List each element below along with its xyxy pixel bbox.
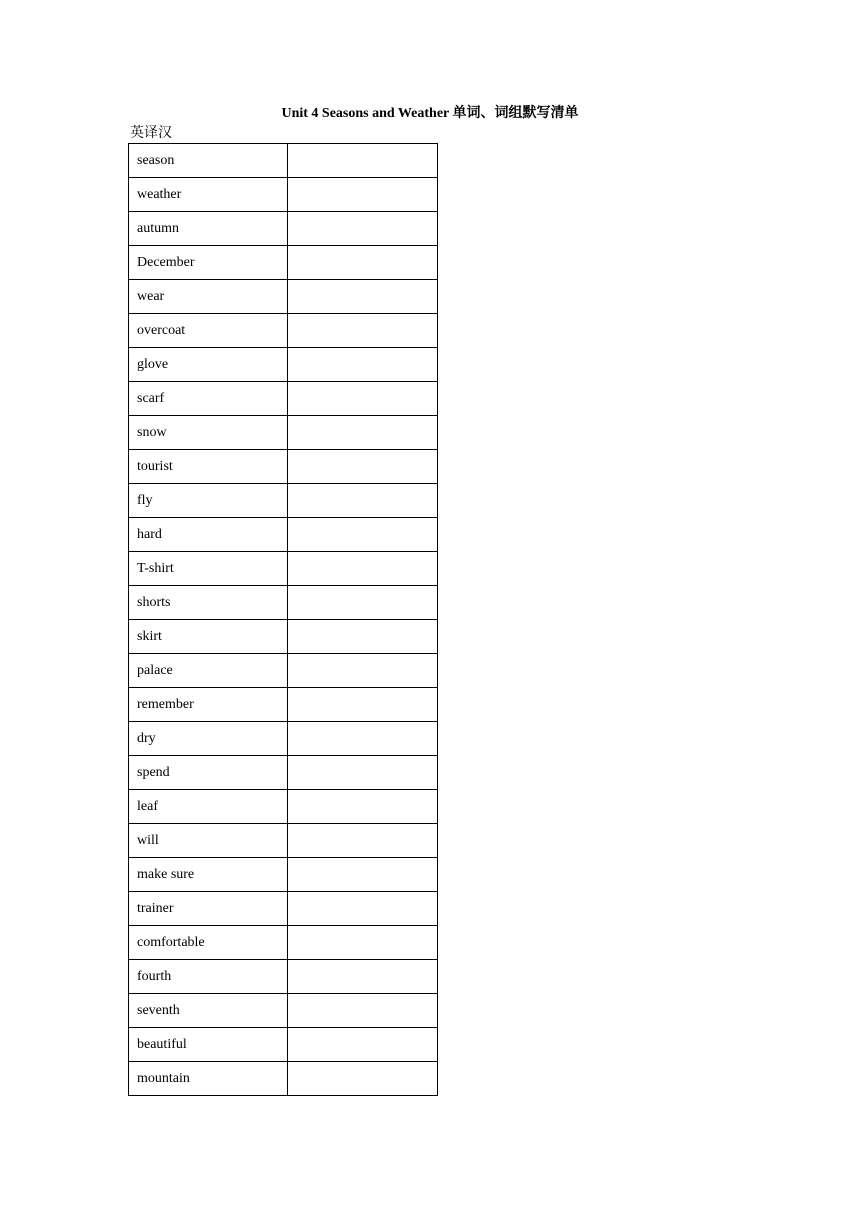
english-word-cell: trainer xyxy=(129,892,288,926)
table-row xyxy=(129,450,438,484)
chinese-answer-cell[interactable] xyxy=(287,382,437,416)
chinese-answer-cell[interactable] xyxy=(287,178,437,212)
chinese-answer-cell[interactable] xyxy=(287,994,437,1028)
table-row xyxy=(129,790,438,824)
table-row xyxy=(129,858,438,892)
english-word-cell: skirt xyxy=(129,620,288,654)
table-row xyxy=(129,280,438,314)
chinese-answer-cell[interactable] xyxy=(287,688,437,722)
table-row xyxy=(129,552,438,586)
table-row xyxy=(129,586,438,620)
english-word-cell: mountain xyxy=(129,1062,288,1096)
table-row xyxy=(129,518,438,552)
english-word-cell: fourth xyxy=(129,960,288,994)
english-word-cell: palace xyxy=(129,654,288,688)
chinese-answer-cell[interactable] xyxy=(287,722,437,756)
table-row xyxy=(129,484,438,518)
english-word-cell: dry xyxy=(129,722,288,756)
chinese-answer-cell[interactable] xyxy=(287,620,437,654)
table-row xyxy=(129,994,438,1028)
table-row xyxy=(129,756,438,790)
table-row xyxy=(129,926,438,960)
english-word-cell: tourist xyxy=(129,450,288,484)
english-word-cell: overcoat xyxy=(129,314,288,348)
page-title: Unit 4 Seasons and Weather 单词、词组默写清单 xyxy=(281,106,579,121)
chinese-answer-cell[interactable] xyxy=(287,654,437,688)
table-row xyxy=(129,416,438,450)
chinese-answer-cell[interactable] xyxy=(287,518,437,552)
chinese-answer-cell[interactable] xyxy=(287,1062,437,1096)
english-word-cell: seventh xyxy=(129,994,288,1028)
chinese-answer-cell[interactable] xyxy=(287,552,437,586)
table-row xyxy=(129,1028,438,1062)
english-word-cell: hard xyxy=(129,518,288,552)
section-label: 英译汉 xyxy=(130,126,172,141)
table-row xyxy=(129,382,438,416)
english-word-cell: T-shirt xyxy=(129,552,288,586)
english-word-cell: will xyxy=(129,824,288,858)
chinese-answer-cell[interactable] xyxy=(287,824,437,858)
table-row xyxy=(129,348,438,382)
english-word-cell: snow xyxy=(129,416,288,450)
english-word-cell: wear xyxy=(129,280,288,314)
vocabulary-table xyxy=(128,143,438,1096)
english-word-cell: beautiful xyxy=(129,1028,288,1062)
table-row xyxy=(129,688,438,722)
english-word-cell: spend xyxy=(129,756,288,790)
table-row xyxy=(129,654,438,688)
chinese-answer-cell[interactable] xyxy=(287,790,437,824)
chinese-answer-cell[interactable] xyxy=(287,416,437,450)
chinese-answer-cell[interactable] xyxy=(287,756,437,790)
chinese-answer-cell[interactable] xyxy=(287,280,437,314)
chinese-answer-cell[interactable] xyxy=(287,484,437,518)
chinese-answer-cell[interactable] xyxy=(287,314,437,348)
chinese-answer-cell[interactable] xyxy=(287,144,437,178)
table-row xyxy=(129,824,438,858)
english-word-cell: make sure xyxy=(129,858,288,892)
chinese-answer-cell[interactable] xyxy=(287,586,437,620)
chinese-answer-cell[interactable] xyxy=(287,212,437,246)
chinese-answer-cell[interactable] xyxy=(287,246,437,280)
english-word-cell: shorts xyxy=(129,586,288,620)
table-row xyxy=(129,144,438,178)
vocabulary-table-body xyxy=(129,144,438,1096)
english-word-cell: December xyxy=(129,246,288,280)
table-row xyxy=(129,1062,438,1096)
english-word-cell: leaf xyxy=(129,790,288,824)
english-word-cell: season xyxy=(129,144,288,178)
english-word-cell: comfortable xyxy=(129,926,288,960)
chinese-answer-cell[interactable] xyxy=(287,960,437,994)
chinese-answer-cell[interactable] xyxy=(287,926,437,960)
chinese-answer-cell[interactable] xyxy=(287,348,437,382)
table-row xyxy=(129,178,438,212)
english-word-cell: remember xyxy=(129,688,288,722)
table-row xyxy=(129,246,438,280)
table-row xyxy=(129,314,438,348)
english-word-cell: scarf xyxy=(129,382,288,416)
table-row xyxy=(129,960,438,994)
english-word-cell: fly xyxy=(129,484,288,518)
english-word-cell: autumn xyxy=(129,212,288,246)
chinese-answer-cell[interactable] xyxy=(287,450,437,484)
chinese-answer-cell[interactable] xyxy=(287,892,437,926)
english-word-cell: weather xyxy=(129,178,288,212)
table-row xyxy=(129,212,438,246)
chinese-answer-cell[interactable] xyxy=(287,1028,437,1062)
table-row xyxy=(129,722,438,756)
table-row xyxy=(129,892,438,926)
chinese-answer-cell[interactable] xyxy=(287,858,437,892)
english-word-cell: glove xyxy=(129,348,288,382)
table-row xyxy=(129,620,438,654)
